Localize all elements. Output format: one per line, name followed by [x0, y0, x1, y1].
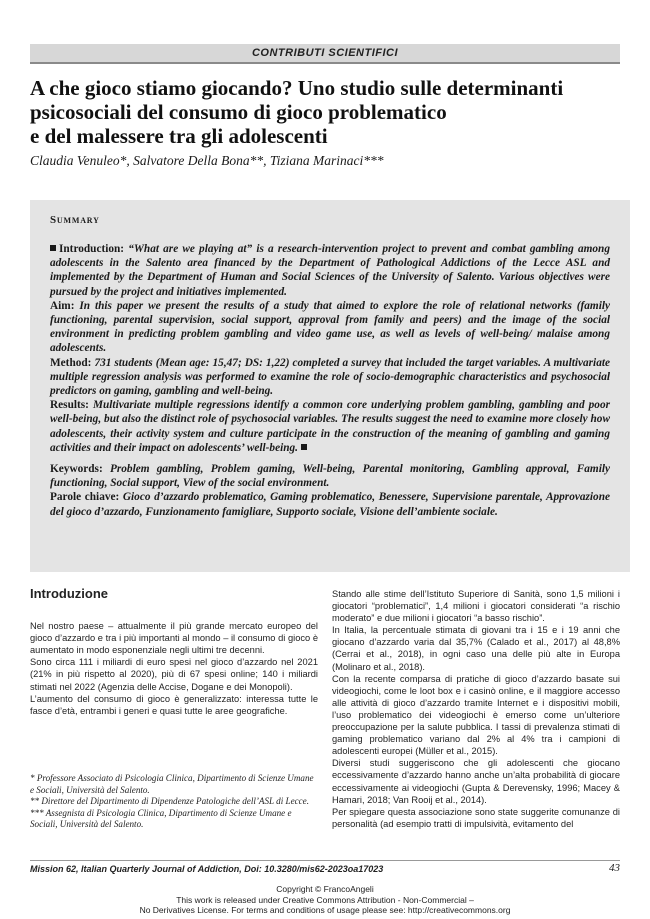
summary-aim [50, 299, 610, 356]
section-header-bar [30, 44, 620, 64]
footnote: ** Direttore del Dipartimento di Dipendenze Patologiche dell’ASL di Lecce. [30, 796, 309, 807]
summary-parole-chiave [50, 490, 610, 518]
license-line: This work is released under Creative Commons Attribution - Non-Commercial – [176, 894, 474, 905]
right-paragraph: Con la recente comparsa di pratiche di gioco d’azzardo basate sui videogiochi, come le loot box e i casinò online, e il maggiore accesso alle attività di gioco d’azzardo tramite Internet e i dispositivi mobili, l’uso problematico dei videogiochi è emerso come un’ulteriore preoccupazione per la salute pubblica. I tassi di prevalenza stimati di gaming problematico variano dal 2% al 4% tra i campioni di adolescenti europei (Müller et al., 2015). [332, 673, 620, 757]
method-label: Method: [50, 356, 92, 369]
article-title [30, 76, 630, 148]
end-square-icon [301, 444, 307, 450]
parole-label: Parole chiave: [50, 491, 120, 504]
aim-label: Aim: [50, 299, 75, 312]
results-text: Multivariate multiple regressions identify a common core underlying problem gambling, gambling and poor well-being, but also the distinct role of psychosocial variables. The results suggest the need to examine more closely how adolescents, their activity system and culture participate in the construction of the meaning of gambling and gaming activities and their impact on adolescents’ well-being. [50, 399, 610, 454]
right-paragraph: Per spiegare questa associazione sono state suggerite comunanze di personalità (ad esempio tratti di impulsività, evitamento del [332, 806, 620, 829]
keywords-text: Problem gambling, Problem gaming, Well-being, Parental monitoring, Gambling approval, Family functioning, Social support, View of the social environment. [50, 463, 610, 490]
bullet-square-icon [50, 245, 56, 251]
title-line-1: A che gioco stiamo giocando? Uno studio sulle determinanti [30, 76, 564, 100]
license-line: No Derivatives License. For terms and conditions of usage please see: http://creativecommons.org [139, 905, 511, 915]
summary-method [50, 356, 610, 399]
keywords-label: Keywords: [50, 463, 103, 476]
right-paragraph: In Italia, la percentuale stimata di giovani tra i 15 e i 19 anni che giocano d’azzardo varia dal 35,7% (Calado et al., 2017) al 48,8% (Cerrai et al., 2018), in ogni caso una delle più alte in Europa (Molinaro et al., 2018). [332, 625, 620, 672]
page-number: 43 [609, 862, 620, 874]
right-paragraph: Stando alle stime dell’Istituto Superiore di Sanità, sono 1,5 milioni i giocatori “problematici”, 1,4 milioni i giocatori considerati “a rischio moderato” e due milioni i giocatori “a basso rischio”. [332, 589, 620, 624]
right-column [332, 588, 620, 830]
introduction-text: “What are we playing at” is a research-intervention project to prevent and combat gambling among adolescents in the Salento area financed by the Department of Pathological Addictions of the Lecce ASL and implemented by the Department of Human and Social Sciences of the University of Salento. Various objectives were pursued by the project and initiatives implemented. [50, 243, 610, 298]
footnote: * Professore Associato di Psicologia Clinica, Dipartimento di Scienze Umane e Sociali, Università del Salento. [30, 773, 314, 795]
license-line: Copyright © FrancoAngeli [276, 884, 374, 894]
method-text: 731 students (Mean age: 15,47; DS: 1,22) completed a survey that included the target variables. A multivariate multiple regression analysis was performed to examine the role of socio-demographic characteristics and psychosocial predictors on gaming, gambling and well-being. [50, 356, 610, 398]
summary-box [30, 200, 630, 572]
summary-heading: Summary [50, 214, 100, 226]
left-paragraph: L’aumento del consumo di gioco è generalizzato: interessa tutte le fasce d’età, entrambi i generi e quasi tutte le aree geografiche. [30, 693, 318, 716]
footnotes [30, 773, 318, 831]
summary-keywords [50, 462, 610, 490]
section-label: CONTRIBUTI SCIENTIFICI [251, 47, 399, 59]
results-label: Results: [50, 399, 89, 412]
left-paragraph: Nel nostro paese – attualmente il più grande mercato europeo del gioco d’azzardo e tra i più importanti al mondo – il consumo di gioco è aumentato in modo esponenziale negli ultimi tre decenni. [30, 621, 318, 656]
author-list: Claudia Venuleo*, Salvatore Della Bona**, Tiziana Marinaci*** [30, 153, 384, 168]
summary-introduction [50, 242, 610, 299]
summary-results [50, 398, 610, 455]
parole-text: Gioco d’azzardo problematico, Gaming problematico, Benessere, Supervisione parentale, Approvazione del gioco d’azzardo, Funzionamento famigliare, Supporto sociale, Visione dell’ambiente sociale. [50, 491, 610, 518]
journal-citation: Mission 62, Italian Quarterly Journal of Addiction, Doi: 10.3280/mis62-2023oa17023 [30, 864, 384, 874]
footnote: *** Assegnista di Psicologia Clinica, Dipartimento di Scienze Umane e Sociali, Università del Salento. [30, 807, 292, 830]
right-paragraph: Diversi studi suggeriscono che gli adolescenti che giocano eccessivamente d’azzardo hanno anche un’alta probabilità di giocare eccessivamente ai videogiochi (Gupta & Derevensky, 1996; Macey & Hamari, 2018; Van Rooij et al., 2014). [332, 758, 620, 805]
title-line-2: psicosociali del consumo di gioco problematico [30, 100, 447, 124]
intro-heading: Introduzione [30, 586, 108, 601]
left-column [30, 588, 318, 717]
license-notice [0, 884, 650, 916]
footer-divider [30, 860, 620, 861]
left-paragraph: Sono circa 111 i miliardi di euro spesi nel gioco d’azzardo nel 2021 (21% in più rispetto al 2020), più di 67 spesi online; 140 i miliardi stimati nel 2022 (Agenzia delle Accise, Dogane e dei Monopoli). [30, 657, 318, 692]
introduction-label: Introduction: [59, 243, 125, 255]
aim-text: In this paper we present the results of a study that aimed to explore the role of relational networks (family functioning, parental supervision, social support, approval from family and peers) and the image of the social environment in predicting problem gambling and video game use, as well as levels of well-being/ malaise among adolescents. [50, 299, 610, 355]
title-line-3: e del malessere tra gli adolescenti [30, 124, 328, 148]
